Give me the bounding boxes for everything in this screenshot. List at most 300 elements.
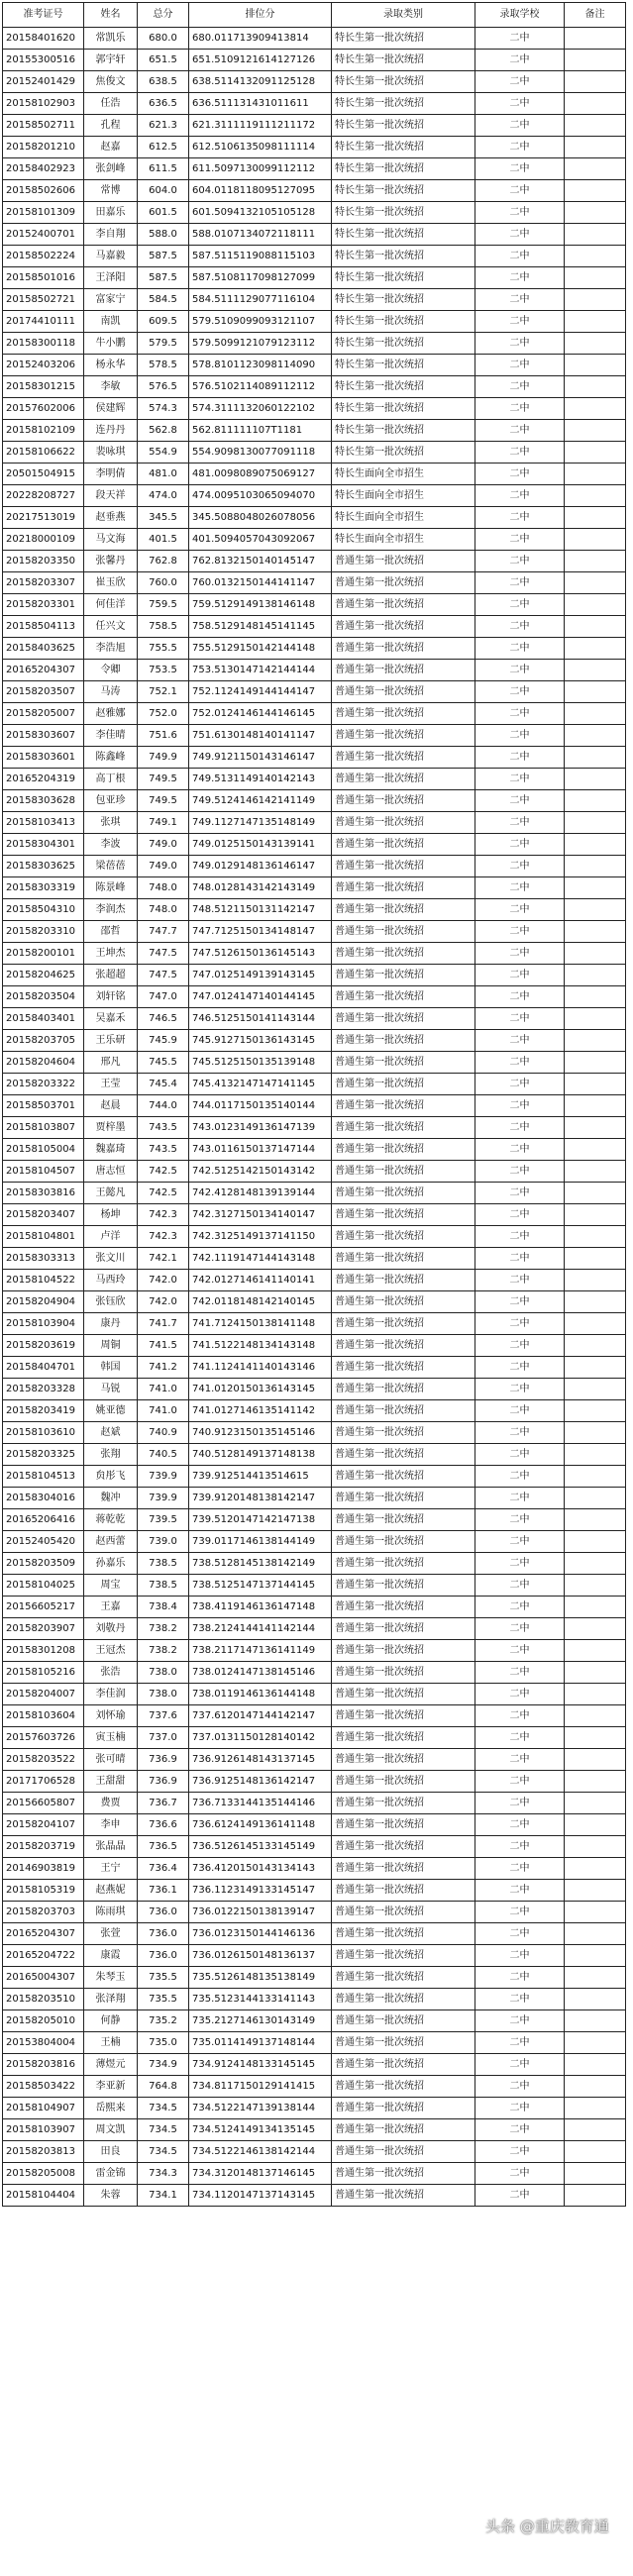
cell-admission-type: 普通生第一批次统招 [332,1814,475,1836]
cell-school: 二中 [475,1836,565,1858]
cell-name: 梁蓓蓓 [84,856,138,877]
cell-admission-type: 普通生第一批次统招 [332,1793,475,1814]
cell-school: 二中 [475,1291,565,1313]
cell-rank-score: 762.8132150140145147 [189,551,332,572]
cell-school: 二中 [475,137,565,158]
cell-exam-id: 20158503701 [3,1095,84,1117]
table-row [3,1597,626,1618]
cell-school: 二中 [475,1357,565,1379]
cell-total-score: 609.5 [138,311,189,333]
cell-note [565,681,626,703]
table-row [3,2119,626,2141]
cell-name: 崔玉欣 [84,572,138,594]
cell-school: 二中 [475,1030,565,1052]
cell-exam-id: 20158203703 [3,1902,84,1923]
cell-school: 二中 [475,1531,565,1553]
cell-admission-type: 普通生第一批次统招 [332,1553,475,1575]
cell-total-score: 739.5 [138,1509,189,1531]
cell-rank-score: 734.5122147139138144 [189,2098,332,2119]
cell-exam-id: 20158402923 [3,158,84,180]
cell-admission-type: 普通生第一批次统招 [332,986,475,1008]
cell-rank-score: 742.0118148142140145 [189,1291,332,1313]
cell-rank-score: 742.3127150134140147 [189,1204,332,1226]
cell-rank-score: 735.5126148135138149 [189,1967,332,1989]
cell-total-score: 742.3 [138,1226,189,1248]
cell-note [565,1183,626,1204]
cell-school: 二中 [475,1488,565,1509]
cell-note [565,747,626,769]
cell-rank-score: 638.5114132091125128 [189,71,332,93]
cell-exam-id: 20158403625 [3,638,84,660]
table-row [3,1466,626,1488]
cell-name: 贾梓墨 [84,1117,138,1139]
cell-admission-type: 普通生第一批次统招 [332,1204,475,1226]
cell-total-score: 755.5 [138,638,189,660]
cell-total-score: 752.1 [138,681,189,703]
cell-total-score: 741.7 [138,1313,189,1335]
header-total-score: 总分 [138,3,189,28]
cell-school: 二中 [475,28,565,50]
table-row [3,790,626,812]
cell-school: 二中 [475,1662,565,1684]
cell-note [565,2076,626,2098]
cell-name: 马文海 [84,529,138,551]
cell-rank-score: 745.9127150136143145 [189,1030,332,1052]
cell-admission-type: 特长生第一批次统招 [332,420,475,442]
cell-exam-id: 20158303313 [3,1248,84,1270]
cell-exam-id: 20155300516 [3,50,84,71]
cell-admission-type: 特长生第一批次统招 [332,311,475,333]
cell-rank-score: 736.0123150144146136 [189,1923,332,1945]
cell-school: 二中 [475,572,565,594]
cell-exam-id: 20156605807 [3,1793,84,1814]
cell-rank-score: 749.0125150143139141 [189,834,332,856]
cell-total-score: 611.5 [138,158,189,180]
cell-rank-score: 748.5121150131142147 [189,899,332,921]
cell-admission-type: 特长生面向全市招生 [332,507,475,529]
cell-rank-score: 562.811111107T1181 [189,420,332,442]
cell-school: 二中 [475,2054,565,2076]
table-row [3,1095,626,1117]
cell-admission-type: 普通生第一批次统招 [332,1880,475,1902]
cell-exam-id: 20158203350 [3,551,84,572]
cell-school: 二中 [475,856,565,877]
cell-exam-id: 20158504113 [3,616,84,638]
cell-school: 二中 [475,1422,565,1444]
cell-admission-type: 普通生第一批次统招 [332,877,475,899]
cell-admission-type: 特长生第一批次统招 [332,398,475,420]
cell-total-score: 578.5 [138,355,189,376]
table-row [3,1640,626,1662]
cell-name: 陈雨琪 [84,1902,138,1923]
cell-note [565,2054,626,2076]
cell-total-score: 742.0 [138,1291,189,1313]
cell-admission-type: 普通生第一批次统招 [332,1902,475,1923]
cell-note [565,594,626,616]
cell-school: 二中 [475,2141,565,2163]
cell-exam-id: 20158104513 [3,1466,84,1488]
cell-rank-score: 758.5129148145141145 [189,616,332,638]
cell-rank-score: 735.2127146130143149 [189,2010,332,2032]
cell-rank-score: 734.1120147137143145 [189,2185,332,2207]
table-row [3,1422,626,1444]
cell-exam-id: 20158303625 [3,856,84,877]
table-row [3,1008,626,1030]
cell-school: 二中 [475,71,565,93]
cell-rank-score: 739.912514413514615 [189,1466,332,1488]
cell-name: 赵斌 [84,1422,138,1444]
cell-admission-type: 普通生第一批次统招 [332,616,475,638]
cell-school: 二中 [475,1161,565,1183]
cell-total-score: 636.5 [138,93,189,115]
table-row [3,2185,626,2207]
cell-note [565,1357,626,1379]
cell-school: 二中 [475,638,565,660]
cell-total-score: 587.5 [138,267,189,289]
cell-note [565,1989,626,2010]
cell-total-score: 742.5 [138,1161,189,1183]
cell-note [565,1684,626,1705]
cell-admission-type: 普通生第一批次统招 [332,2141,475,2163]
cell-name: 贠彤飞 [84,1466,138,1488]
cell-school: 二中 [475,1313,565,1335]
table-row [3,1488,626,1509]
cell-name: 李佳润 [84,1684,138,1705]
cell-admission-type: 普通生第一批次统招 [332,2119,475,2141]
cell-exam-id: 20158502711 [3,115,84,137]
cell-total-score: 736.6 [138,1814,189,1836]
table-row [3,464,626,485]
cell-total-score: 746.5 [138,1008,189,1030]
cell-name: 蒋乾乾 [84,1509,138,1531]
cell-admission-type: 普通生第一批次统招 [332,2032,475,2054]
table-row [3,638,626,660]
cell-total-score: 744.0 [138,1095,189,1117]
cell-note [565,1771,626,1793]
table-row [3,93,626,115]
cell-total-score: 734.5 [138,2119,189,2141]
cell-exam-id: 20158502721 [3,289,84,311]
cell-note [565,1836,626,1858]
cell-rank-score: 574.3111132060122102 [189,398,332,420]
cell-name: 张萱 [84,1923,138,1945]
cell-note [565,551,626,572]
cell-admission-type: 普通生第一批次统招 [332,1313,475,1335]
cell-note [565,1074,626,1095]
cell-admission-type: 普通生第一批次统招 [332,1989,475,2010]
cell-total-score: 745.9 [138,1030,189,1052]
cell-total-score: 736.0 [138,1945,189,1967]
cell-name: 孙嘉乐 [84,1553,138,1575]
cell-admission-type: 特长生第一批次统招 [332,71,475,93]
cell-name: 周铜 [84,1335,138,1357]
table-row [3,398,626,420]
cell-school: 二中 [475,943,565,965]
cell-name: 卢洋 [84,1226,138,1248]
cell-exam-id: 20217513019 [3,507,84,529]
table-row [3,1662,626,1684]
cell-rank-score: 742.5125142150143142 [189,1161,332,1183]
table-row [3,1204,626,1226]
table-row [3,660,626,681]
cell-note [565,2098,626,2119]
cell-rank-score: 579.5099121079123112 [189,333,332,355]
cell-note [565,442,626,464]
cell-exam-id: 20157602006 [3,398,84,420]
cell-exam-id: 20158203328 [3,1379,84,1400]
cell-admission-type: 普通生第一批次统招 [332,899,475,921]
cell-school: 二中 [475,703,565,725]
table-row [3,551,626,572]
cell-school: 二中 [475,333,565,355]
table-row [3,115,626,137]
table-row [3,202,626,224]
cell-school: 二中 [475,246,565,267]
cell-rank-score: 737.0131150128140142 [189,1727,332,1749]
cell-note [565,355,626,376]
cell-rank-score: 748.0128143142143149 [189,877,332,899]
cell-total-score: 738.5 [138,1575,189,1597]
cell-rank-score: 740.9123150135145146 [189,1422,332,1444]
cell-exam-id: 20152403206 [3,355,84,376]
cell-rank-score: 734.5124149134135145 [189,2119,332,2141]
cell-admission-type: 普通生第一批次统招 [332,1575,475,1597]
cell-admission-type: 普通生第一批次统招 [332,1618,475,1640]
table-row [3,1749,626,1771]
cell-admission-type: 普通生第一批次统招 [332,1095,475,1117]
cell-name: 王懿凡 [84,1183,138,1204]
cell-name: 张文川 [84,1248,138,1270]
cell-total-score: 345.5 [138,507,189,529]
cell-rank-score: 738.5128145138142149 [189,1553,332,1575]
cell-exam-id: 20228208727 [3,485,84,507]
cell-note [565,115,626,137]
cell-rank-score: 747.0125149139143145 [189,965,332,986]
cell-exam-id: 20158301208 [3,1640,84,1662]
cell-total-score: 741.2 [138,1357,189,1379]
cell-admission-type: 普通生第一批次统招 [332,594,475,616]
cell-admission-type: 普通生第一批次统招 [332,1836,475,1858]
cell-school: 二中 [475,1814,565,1836]
cell-admission-type: 普通生第一批次统招 [332,1531,475,1553]
table-row [3,616,626,638]
cell-name: 张剑峰 [84,158,138,180]
cell-name: 姚亚德 [84,1400,138,1422]
cell-total-score: 741.0 [138,1400,189,1422]
cell-admission-type: 普通生第一批次统招 [332,1008,475,1030]
table-row [3,1052,626,1074]
cell-name: 焦俊文 [84,71,138,93]
table-row [3,442,626,464]
cell-total-score: 740.9 [138,1422,189,1444]
table-row [3,311,626,333]
cell-rank-score: 738.4119146136147148 [189,1597,332,1618]
table-row [3,2054,626,2076]
cell-name: 李浩旭 [84,638,138,660]
cell-admission-type: 普通生第一批次统招 [332,1727,475,1749]
cell-name: 马西玲 [84,1270,138,1291]
cell-school: 二中 [475,1989,565,2010]
cell-total-score: 741.5 [138,1335,189,1357]
header-note: 备注 [565,3,626,28]
cell-rank-score: 584.5111129077116104 [189,289,332,311]
cell-total-score: 587.5 [138,246,189,267]
cell-school: 二中 [475,50,565,71]
cell-note [565,1814,626,1836]
cell-rank-score: 745.5125150135139148 [189,1052,332,1074]
cell-note [565,1618,626,1640]
cell-exam-id: 20158102109 [3,420,84,442]
table-row [3,1291,626,1313]
table-row [3,1531,626,1553]
cell-note [565,1466,626,1488]
cell-admission-type: 普通生第一批次统招 [332,1422,475,1444]
cell-rank-score: 738.5125147137144145 [189,1575,332,1597]
cell-school: 二中 [475,93,565,115]
table-row [3,267,626,289]
cell-rank-score: 749.5131149140142143 [189,769,332,790]
cell-note [565,2119,626,2141]
table-row [3,1444,626,1466]
cell-admission-type: 特长生第一批次统招 [332,115,475,137]
cell-note [565,180,626,202]
cell-note [565,1640,626,1662]
cell-note [565,638,626,660]
cell-note [565,1444,626,1466]
cell-note [565,572,626,594]
cell-note [565,376,626,398]
cell-name: 任浩 [84,93,138,115]
table-row [3,747,626,769]
cell-school: 二中 [475,1248,565,1270]
cell-admission-type: 特长生第一批次统招 [332,246,475,267]
cell-name: 郭宇轩 [84,50,138,71]
table-row [3,1379,626,1400]
table-row [3,2076,626,2098]
cell-school: 二中 [475,2010,565,2032]
cell-total-score: 743.5 [138,1139,189,1161]
table-row [3,180,626,202]
table-row [3,1270,626,1291]
cell-rank-score: 621.3111119111211172 [189,115,332,137]
cell-exam-id: 20158204007 [3,1684,84,1705]
cell-note [565,267,626,289]
cell-note [565,1575,626,1597]
cell-school: 二中 [475,1183,565,1204]
cell-school: 二中 [475,1684,565,1705]
cell-rank-score: 735.5123144133141143 [189,1989,332,2010]
cell-exam-id: 20165206416 [3,1509,84,1531]
cell-admission-type: 特长生第一批次统招 [332,202,475,224]
cell-exam-id: 20158203813 [3,2141,84,2163]
cell-total-score: 734.3 [138,2163,189,2185]
cell-exam-id: 20153804004 [3,2032,84,2054]
cell-note [565,1945,626,1967]
cell-note [565,289,626,311]
cell-exam-id: 20158404701 [3,1357,84,1379]
cell-exam-id: 20158102903 [3,93,84,115]
cell-name: 薄煜元 [84,2054,138,2076]
table-row [3,1553,626,1575]
cell-rank-score: 737.6120147144142147 [189,1705,332,1727]
cell-total-score: 621.3 [138,115,189,137]
cell-school: 二中 [475,420,565,442]
cell-note [565,50,626,71]
cell-admission-type: 普通生第一批次统招 [332,2185,475,2207]
cell-note [565,1880,626,1902]
cell-note [565,1052,626,1074]
cell-exam-id: 20158103610 [3,1422,84,1444]
cell-rank-score: 579.5109099093121107 [189,311,332,333]
cell-name: 杨坤 [84,1204,138,1226]
cell-rank-score: 636.511131431011611 [189,93,332,115]
cell-total-score: 758.5 [138,616,189,638]
cell-exam-id: 20152401429 [3,71,84,93]
cell-name: 王乐研 [84,1030,138,1052]
table-row [3,965,626,986]
cell-rank-score: 734.9124148133145145 [189,2054,332,2076]
table-row [3,856,626,877]
cell-rank-score: 759.5129149138146148 [189,594,332,616]
cell-total-score: 736.5 [138,1836,189,1858]
cell-note [565,725,626,747]
cell-name: 张馨丹 [84,551,138,572]
cell-rank-score: 736.9126148143137145 [189,1749,332,1771]
cell-school: 二中 [475,1618,565,1640]
cell-school: 二中 [475,355,565,376]
cell-name: 段天祥 [84,485,138,507]
cell-rank-score: 738.2124144141142144 [189,1618,332,1640]
cell-exam-id: 20158303607 [3,725,84,747]
cell-note [565,1509,626,1531]
cell-name: 李敏 [84,376,138,398]
cell-exam-id: 20158300118 [3,333,84,355]
cell-exam-id: 20158502606 [3,180,84,202]
cell-school: 二中 [475,2076,565,2098]
cell-school: 二中 [475,529,565,551]
cell-name: 寅玉楠 [84,1727,138,1749]
cell-note [565,1705,626,1727]
cell-name: 田嘉乐 [84,202,138,224]
cell-note [565,1597,626,1618]
cell-name: 杨永华 [84,355,138,376]
table-row [3,572,626,594]
table-row [3,137,626,158]
cell-rank-score: 749.9121150143146147 [189,747,332,769]
cell-admission-type: 特长生第一批次统招 [332,376,475,398]
cell-exam-id: 20158203509 [3,1553,84,1575]
cell-name: 韩国 [84,1357,138,1379]
cell-exam-id: 20165204307 [3,1923,84,1945]
cell-exam-id: 20158204904 [3,1291,84,1313]
cell-school: 二中 [475,812,565,834]
cell-rank-score: 749.1127147135148149 [189,812,332,834]
cell-rank-score: 587.5108117098127099 [189,267,332,289]
cell-name: 刘怀瑜 [84,1705,138,1727]
cell-name: 牛小鹏 [84,333,138,355]
cell-school: 二中 [475,1139,565,1161]
cell-rank-score: 739.5120147142147138 [189,1509,332,1531]
cell-note [565,921,626,943]
table-row [3,485,626,507]
cell-school: 二中 [475,1880,565,1902]
cell-admission-type: 普通生第一批次统招 [332,1052,475,1074]
header-rank-score: 排位分 [189,3,332,28]
cell-school: 二中 [475,507,565,529]
cell-rank-score: 588.0107134072118111 [189,224,332,246]
cell-total-score: 604.0 [138,180,189,202]
table-row [3,289,626,311]
